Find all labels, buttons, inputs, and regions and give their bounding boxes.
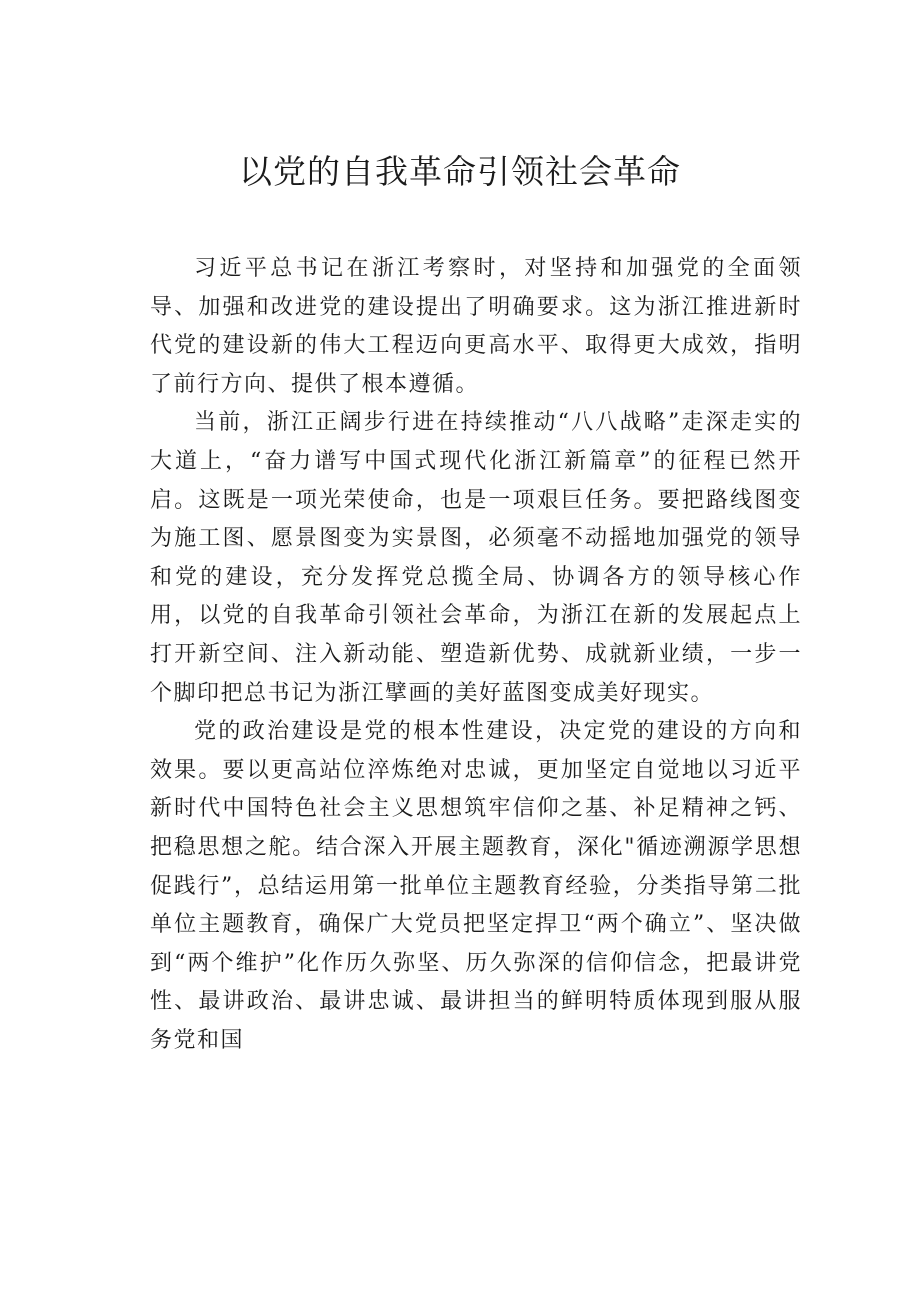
- document-body: [150, 250, 802, 1060]
- paragraph: 当前，浙江正阔步行进在持续推动“八八战略”走深走实的大道上，“奋力谱写中国式现代化浙江新篇章”的征程已然开启。这既是一项光荣使命，也是一项艰巨任务。要把路线图变为施工图、愿景图变为实景图，必须毫不动摇地加强党的领导和党的建设，充分发挥党总揽全局、协调各方的领导核心作用，以党的自我革命引领社会革命，为浙江在新的发展起点上打开新空间、注入新动能、塑造新优势、成就新业绩，一步一个脚印把总书记为浙江擘画的美好蓝图变成美好现实。: [150, 410, 802, 706]
- paragraph: 习近平总书记在浙江考察时，对坚持和加强党的全面领导、加强和改进党的建设提出了明确要求。这为浙江推进新时代党的建设新的伟大工程迈向更高水平、取得更大成效，指明了前行方向、提供了根本遵循。: [150, 256, 802, 397]
- paragraph: 党的政治建设是党的根本性建设，决定党的建设的方向和效果。要以更高站位淬炼绝对忠诚，更加坚定自觉地以习近平新时代中国特色社会主义思想筑牢信仰之基、补足精神之钙、把稳思想之舵。结合深入开展主题教育，深化"循迹溯源学思想促践行”，总结运用第一批单位主题教育经验，分类指导第二批单位主题教育，确保广大党员把坚定捍卫“两个确立”、坚决做到“两个维护”化作历久弥坚、历久弥深的信仰信念，把最讲党性、最讲政治、最讲忠诚、最讲担当的鲜明特质体现到服从服务党和国: [150, 719, 802, 1053]
- document-title: 以党的自我革命引领社会革命: [239, 152, 681, 191]
